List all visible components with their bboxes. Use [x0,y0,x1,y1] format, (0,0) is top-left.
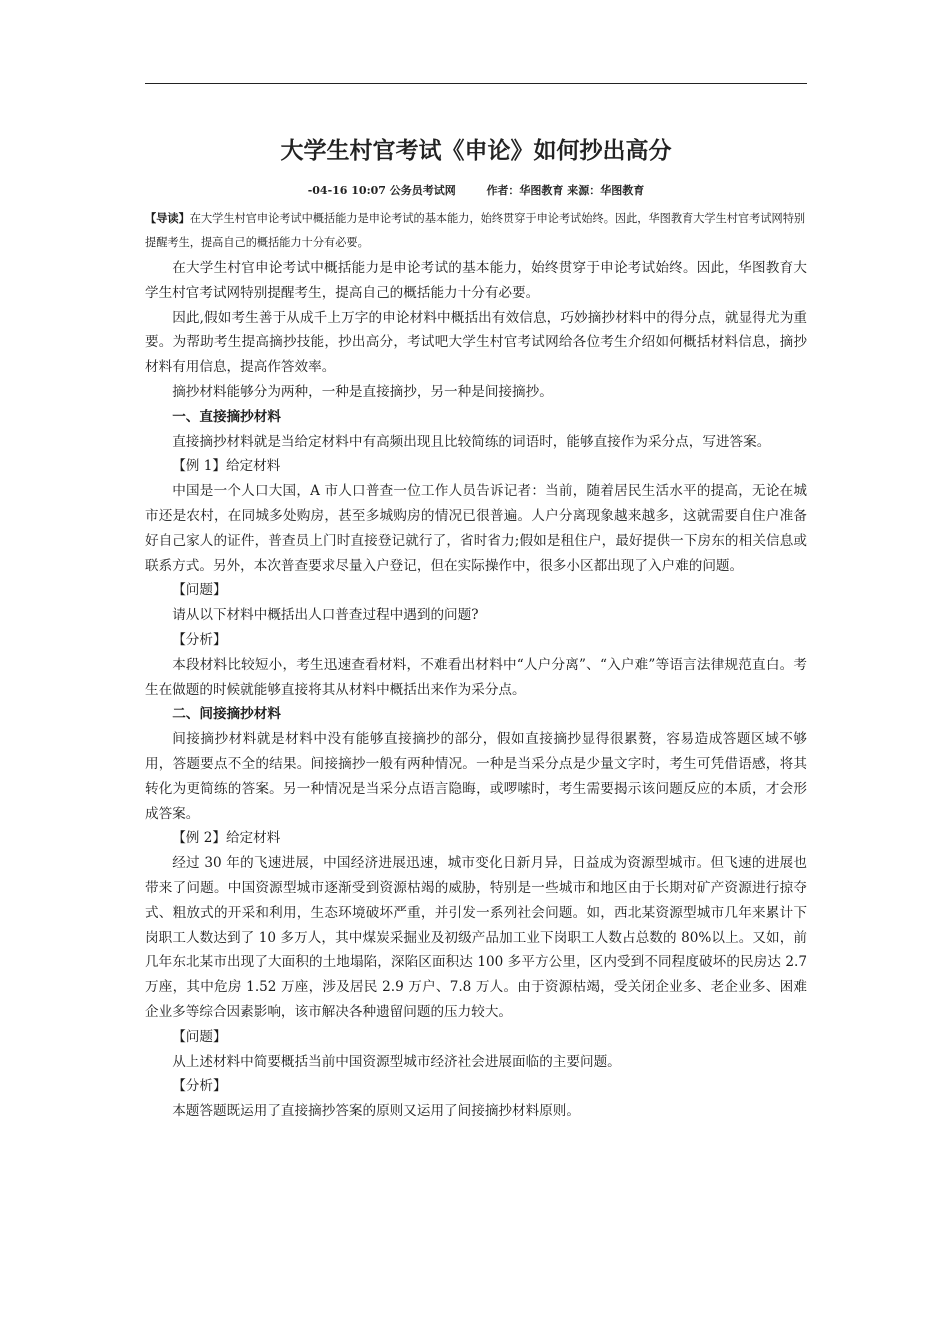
paragraph-purpose: 因此,假如考生善于从成千上万字的申论材料中概括出有效信息，巧妙摘抄材料中的得分点，就显得尤为重要。为帮助考生提高摘抄技能，抄出高分，考试吧大学生村官考试网给各位考生介绍如何概括材料信息，摘抄材料有用信息，提高作答效率。 [145,309,807,376]
example-1-material: 中国是一个人口大国，A 市人口普查一位工作人员告诉记者：当前，随着居民生活水平的提高，无论在城市还是农村，在同城多处购房，甚至多城购房的情况已很普遍。人户分离现象越来越多，这就需要自住户准备好自己家人的证件，普查员上门时直接登记就行了，省时省力;假如是租住户，最好提供一下房东的相关信息或联系方式。另外，本次普查要求尽量入户登记，但在实际操作中，很多小区都出现了入户难的问题。 [145,483,807,574]
example-2-analysis-label: 【分析】 [172,1078,227,1095]
example-1-analysis: 本段材料比较短小，考生迅速查看材料，不难看出材料中“人户分离”、“入户难”等语言法律规范直白。考生在做题的时候就能够直接将其从材料中概括出来作为采分点。 [145,656,807,698]
article-date-source: -04-16 10:07 公务员考试网 [307,184,456,197]
section-heading-direct: 一、直接摘抄材料 [172,408,281,425]
article-meta [145,183,807,199]
example-1-analysis-label: 【分析】 [172,631,227,648]
paragraph-intro: 在大学生村官申论考试中概括能力是申论考试的基本能力，始终贯穿于申论考试始终。因此，华图教育大学生村官考试网特别提醒考生，提高自己的概括能力十分有必要。 [145,260,807,301]
example-1-label: 【例 1】给定材料 [172,458,281,475]
article-title: 大学生村官考试《申论》如何抄出高分 [280,138,672,164]
top-divider [145,83,807,84]
example-1-question: 请从以下材料中概括出人口普查过程中遇到的问题? [172,607,479,624]
lead-summary [145,206,807,255]
example-2-analysis: 本题答题既运用了直接摘抄答案的原则又运用了间接摘抄材料原则。 [172,1103,580,1120]
example-2-question: 从上述材料中简要概括当前中国资源型城市经济社会进展面临的主要问题。 [172,1053,621,1070]
example-1-question-label: 【问题】 [172,582,227,599]
paragraph-indirect-definition: 间接摘抄材料就是材料中没有能够直接摘抄的部分，假如直接摘抄显得很累赘，容易造成答题区域不够用，答题要点不全的结果。间接摘抄一般有两种情况。一种是当采分点是少量文字时，考生可凭借语感，将其转化为更简练的答案。另一种情况是当采分点语言隐晦，或啰嗦时，考生需要揭示该问题反应的本质，才会形成答案。 [145,731,807,822]
example-2-label: 【例 2】给定材料 [172,830,281,847]
paragraph-direct-definition: 直接摘抄材料就是当给定材料中有高频出现且比较简练的词语时，能够直接作为采分点，写进答案。 [172,433,771,450]
lead-text: 在大学生村官申论考试中概括能力是申论考试的基本能力，始终贯穿于申论考试始终。因此，华图教育大学生村官考试网特别提醒考生，提高自己的概括能力十分有必要。 [145,212,806,249]
article-body [145,256,807,1124]
lead-tag: 【导读】 [145,211,190,225]
example-2-material: 经过 30 年的飞速进展，中国经济进展迅速，城市变化日新月异，日益成为资源型城市。但飞速的进展也带来了问题。中国资源型城市逐渐受到资源枯竭的威胁，特别是一些城市和地区由于长期对矿产资源进行掠夺式、粗放式的开采和利用，生态环境破坏严重，并引发一系列社会问题。如，西北某资源型城市几年来累计下岗职工人数达到了 10 多万人，其中煤炭采掘业及初级产品加工业下岗职工人数占总数的 80%以上。又如，前几年东北某市出现了大面积的土地塌陷，深陷区面积达 100 多平方公里，区内受到不同程度破坏的民房达 2.7 万座，其中危房 1.52 万座，涉及居民 2.9 万户、7.8 万人。由于资源枯竭，受关闭企业多、老企业多、困难企业多等综合因素影响，该市解决各种遗留问题的压力较大。 [145,855,807,1020]
paragraph-types: 摘抄材料能够分为两种，一种是直接摘抄，另一种是间接摘抄。 [172,383,553,400]
article-author: 作者：华图教育 来源：华图教育 [486,184,645,197]
example-2-question-label: 【问题】 [172,1028,227,1045]
section-heading-indirect: 二、间接摘抄材料 [172,706,281,723]
